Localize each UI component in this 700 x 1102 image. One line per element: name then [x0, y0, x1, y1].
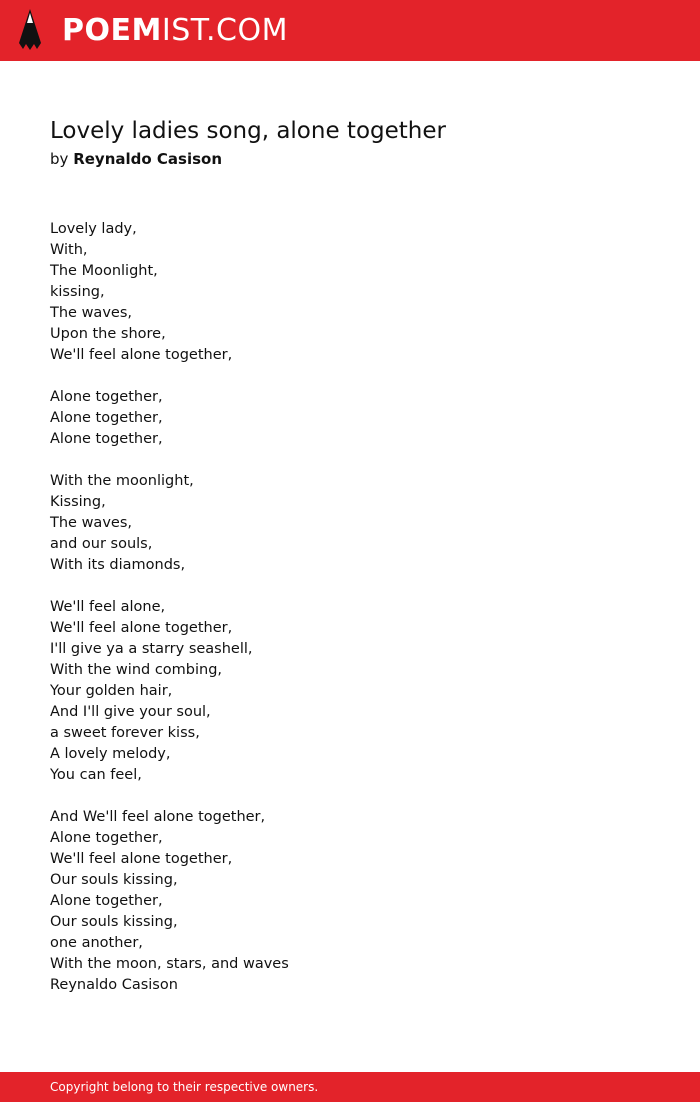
poem-line: a sweet forever kiss,	[50, 725, 200, 741]
poem-line: Lovely lady,	[50, 221, 137, 237]
poem-line: The waves,	[50, 305, 132, 321]
poem-line: Kissing,	[50, 494, 106, 510]
poem-line: Upon the shore,	[50, 326, 166, 342]
poem-line: Reynaldo Casison	[50, 977, 178, 993]
poem-line: The waves,	[50, 515, 132, 531]
poem-title: Lovely ladies song, alone together	[50, 118, 446, 144]
poem-stanza	[50, 387, 650, 450]
poem-stanza	[50, 807, 650, 996]
brand-bold: POEM	[62, 13, 162, 48]
poem-line: one another,	[50, 935, 143, 951]
by-label: by	[50, 150, 69, 168]
poem-line: With the moonlight,	[50, 473, 194, 489]
poem-line: With,	[50, 242, 88, 258]
poem-line: We'll feel alone together,	[50, 851, 233, 867]
poem-body	[50, 219, 650, 1017]
copyright-notice: Copyright belong to their respective owners.	[50, 1080, 319, 1094]
poem-line: Alone together,	[50, 893, 163, 909]
poem-line: Our souls kissing,	[50, 872, 178, 888]
poem-line: We'll feel alone,	[50, 599, 166, 615]
poem-line: Our souls kissing,	[50, 914, 178, 930]
poem-line: With its diamonds,	[50, 557, 186, 573]
poem-line: We'll feel alone together,	[50, 620, 233, 636]
poem-line: And We'll feel alone together,	[50, 809, 266, 825]
poem-line: You can feel,	[50, 767, 142, 783]
poem-stanza	[50, 597, 650, 786]
site-logo-text[interactable]	[62, 13, 288, 49]
poem-stanza	[50, 219, 650, 366]
poem-line: Alone together,	[50, 830, 163, 846]
poem-line: And I'll give your soul,	[50, 704, 211, 720]
byline	[50, 149, 222, 169]
poem-line: The Moonlight,	[50, 263, 158, 279]
poem-line: I'll give ya a starry seashell,	[50, 641, 253, 657]
site-header	[0, 0, 700, 61]
brand-light: IST.COM	[161, 13, 288, 48]
poem-line: Alone together,	[50, 431, 163, 447]
poem-line: and our souls,	[50, 536, 153, 552]
poem-line: We'll feel alone together,	[50, 347, 233, 363]
site-footer	[0, 1072, 700, 1102]
poem-line: A lovely melody,	[50, 746, 171, 762]
poem-line: Alone together,	[50, 410, 163, 426]
author-name: Reynaldo Casison	[73, 150, 223, 168]
poem-line: Your golden hair,	[50, 683, 173, 699]
poem-line: With the moon, stars, and waves	[50, 956, 289, 972]
poem-line: Alone together,	[50, 389, 163, 405]
poem-stanza	[50, 471, 650, 576]
poem-line: With the wind combing,	[50, 662, 223, 678]
pencil-tip-icon[interactable]	[17, 9, 43, 51]
poem-line: kissing,	[50, 284, 105, 300]
